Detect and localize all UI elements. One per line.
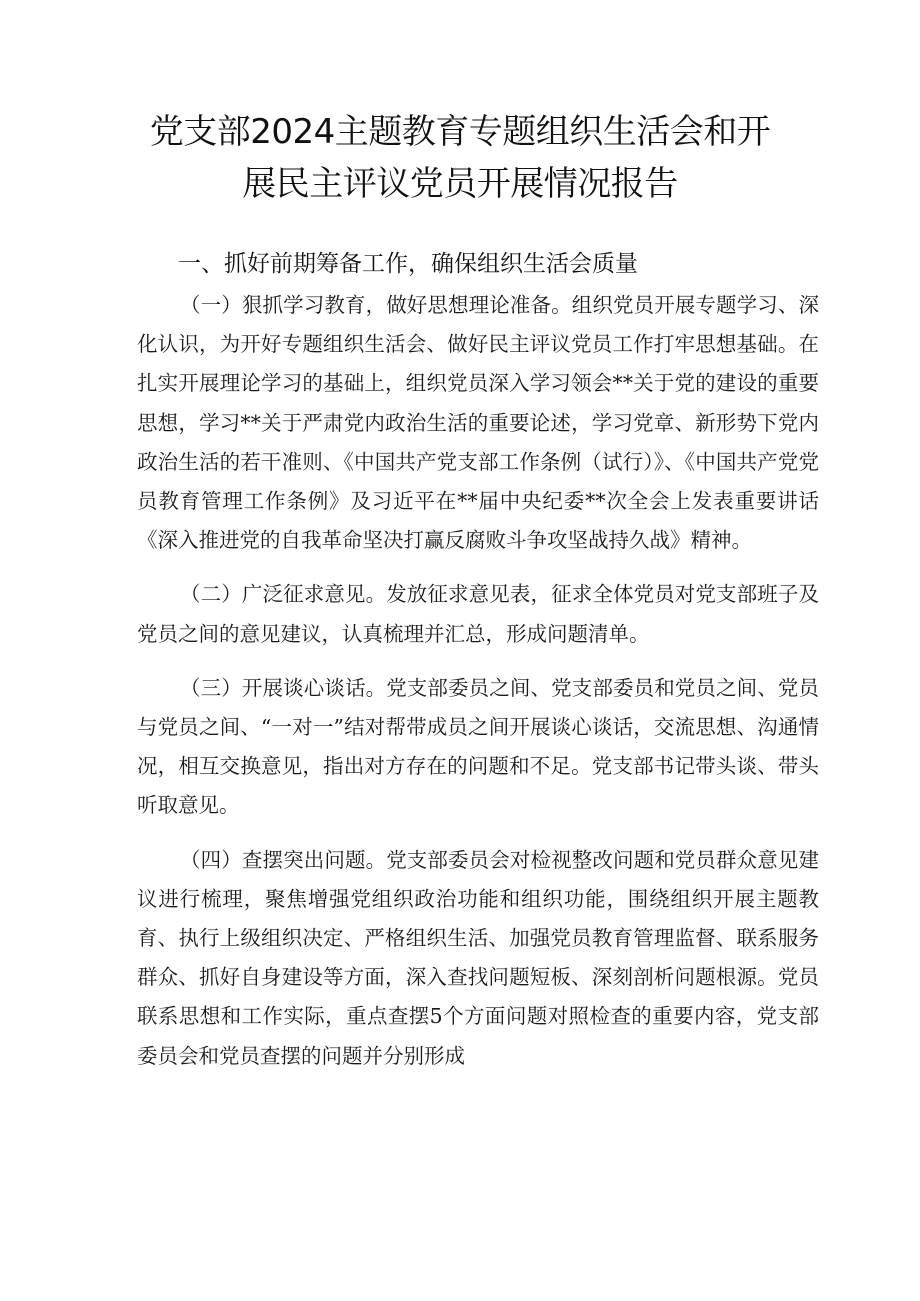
paragraph-solicit-opinions: （二）广泛征求意见。发放征求意见表，征求全体党员对党支部班子及党员之间的意见建议，认真梳理并汇总，形成问题清单。 — [137, 582, 819, 646]
title-line-1: 党支部2024主题教育专题组织生活会和开 — [149, 112, 771, 152]
section-heading: 一、抓好前期筹备工作，确保组织生活会质量 — [178, 251, 638, 277]
paragraph-heart-to-heart-talks: （三）开展谈心谈话。党支部委员之间、党支部委员和党员之间、党员与党员之间、“一对一”结对帮带成员之间开展谈心谈话，交流思想、沟通情况，相互交换意见，指出对方存在的问题和不足。党支部书记带头谈、带头听取意见。 — [137, 675, 819, 818]
paragraph-study-education: （一）狠抓学习教育，做好思想理论准备。组织党员开展专题学习、深化认识，为开好专题组织生活会、做好民主评议党员工作打牢思想基础。在扎实开展理论学习的基础上，组织党员深入学习领会**关于党的建设的重要思想，学习**关于严肃党内政治生活的重要论述，学习党章、新形势下党内政治生活的若干准则、《中国共产党支部工作条例（试行）》、《中国共产党党员教育管理工作条例》及习近平在**届中央纪委**次全会上发表重要讲话《深入推进党的自我革命坚决打赢反腐败斗争攻坚战持久战》精神。 — [137, 293, 819, 553]
document-title — [120, 106, 800, 210]
document-body — [137, 286, 819, 1091]
paragraph-identify-problems: （四）查摆突出问题。党支部委员会对检视整改问题和党员群众意见建议进行梳理，聚焦增强党组织政治功能和组织功能，围绕组织开展主题教育、执行上级组织决定、严格组织生活、加强党员教育管理监督、联系服务群众、抓好自身建设等方面，深入查找问题短板、深刻剖析问题根源。党员联系思想和工作实际，重点查摆5个方面问题对照检查的重要内容，党支部委员会和党员查摆的问题并分别形成 — [137, 847, 819, 1068]
title-line-2: 展民主评议党员开展情况报告 — [242, 164, 678, 204]
